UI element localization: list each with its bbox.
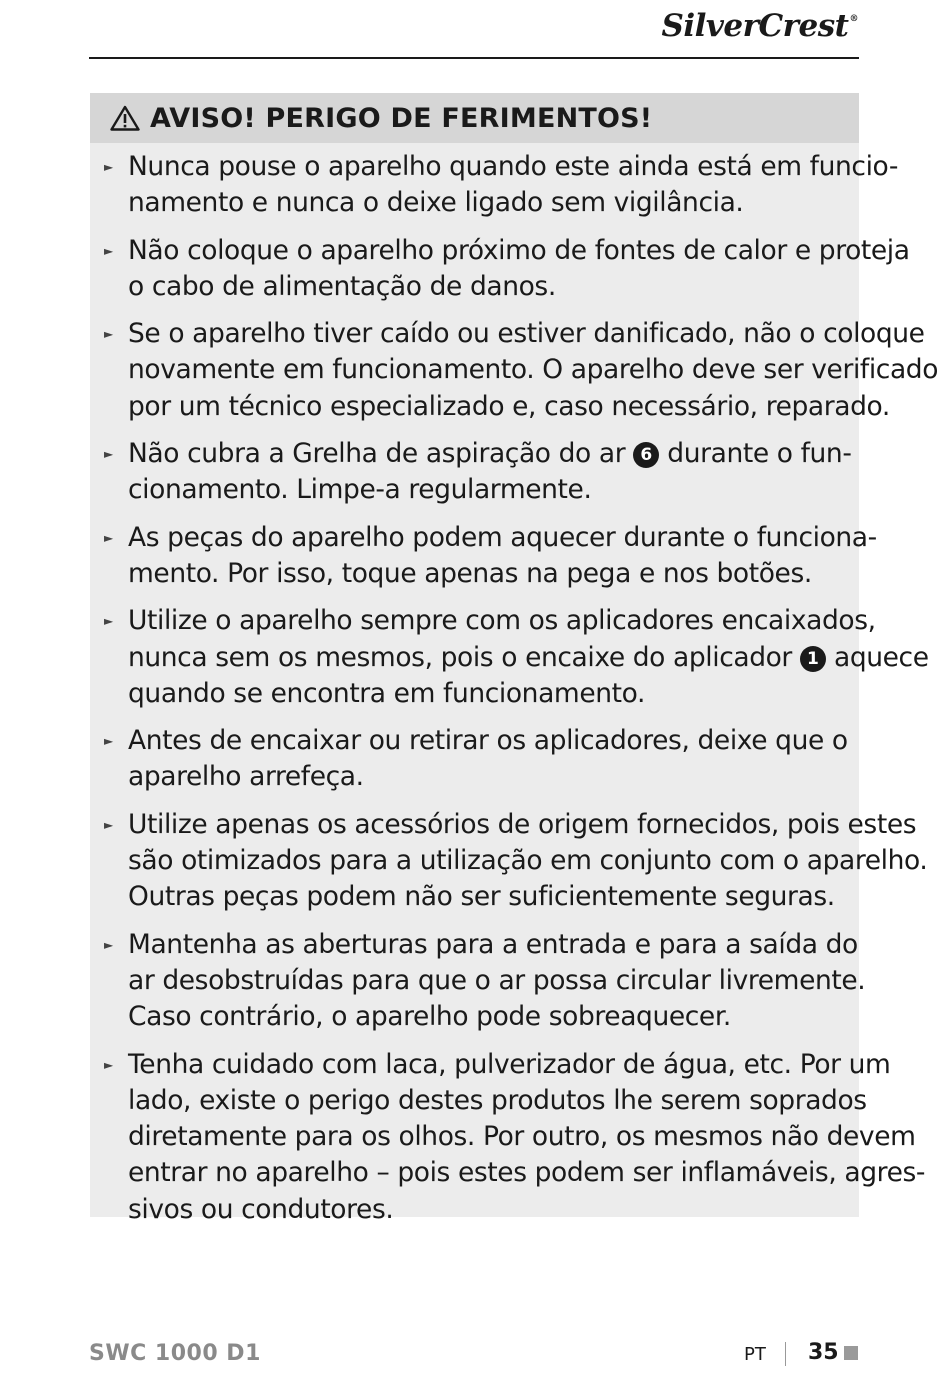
warning-item bbox=[90, 233, 910, 306]
footer-square-icon bbox=[844, 1346, 858, 1360]
warning-triangle-icon bbox=[110, 105, 140, 131]
warning-item-line: ar desobstruídas para que o ar possa circular livremente. bbox=[128, 964, 866, 996]
line-text: durante o fun- bbox=[667, 438, 852, 470]
warning-item bbox=[90, 723, 859, 796]
warning-item-line: são otimizados para a utilização em conjunto com o aparelho. bbox=[128, 845, 928, 877]
brand-name: SilverCrest bbox=[661, 8, 849, 44]
warning-item-line: por um técnico especializado e, caso necessário, reparado. bbox=[128, 390, 890, 422]
warning-item-line: Não coloque o aparelho próximo de fontes de calor e proteja bbox=[128, 234, 910, 266]
line-text: aquece bbox=[834, 641, 929, 673]
warning-item-line: o cabo de alimentação de danos. bbox=[128, 270, 556, 302]
bullet-arrow-icon: ► bbox=[104, 614, 114, 629]
bullet-arrow-icon: ► bbox=[104, 447, 114, 462]
warning-item bbox=[90, 520, 877, 593]
warning-item bbox=[90, 316, 939, 425]
line-text: nunca sem os mesmos, pois o encaixe do aplicador bbox=[128, 641, 792, 673]
warning-list bbox=[90, 143, 939, 1228]
warning-item bbox=[90, 436, 859, 509]
warning-item-line: Tenha cuidado com laca, pulverizador de água, etc. Por um bbox=[128, 1048, 891, 1080]
line-text: Não cubra a Grelha de aspiração do ar bbox=[128, 438, 626, 470]
warning-item-line: namento e nunca o deixe ligado sem vigilância. bbox=[128, 187, 744, 219]
bullet-arrow-icon: ► bbox=[104, 937, 114, 952]
warning-item-line: As peças do aparelho podem aquecer durante o funciona- bbox=[128, 521, 877, 553]
bullet-arrow-icon: ► bbox=[104, 243, 114, 258]
warning-item-line: lado, existe o perigo destes produtos lhe serem soprados bbox=[128, 1084, 867, 1116]
warning-item-line: aparelho arrefeça. bbox=[128, 761, 364, 793]
bullet-arrow-icon: ► bbox=[104, 530, 114, 545]
header-rule bbox=[89, 57, 859, 59]
warning-item-line: Antes de encaixar ou retirar os aplicadores, deixe que o bbox=[128, 725, 848, 757]
warning-item-line: quando se encontra em funcionamento. bbox=[128, 677, 645, 709]
warning-item-line: mento. Por isso, toque apenas na pega e nos botões. bbox=[128, 557, 812, 589]
warning-item-line: Se o aparelho tiver caído ou estiver danificado, não o coloque bbox=[128, 318, 925, 350]
warning-item-line: cionamento. Limpe-a regularmente. bbox=[128, 474, 592, 506]
warning-item-line bbox=[128, 640, 929, 676]
bullet-arrow-icon: ► bbox=[104, 1057, 114, 1072]
brand-logo bbox=[661, 8, 858, 44]
footer-language: PT bbox=[744, 1344, 766, 1365]
warning-item-line bbox=[128, 436, 859, 472]
warning-item-line: novamente em funcionamento. O aparelho deve ser verificado bbox=[128, 354, 939, 386]
warning-item-line: Utilize apenas os acessórios de origem fornecidos, pois estes bbox=[128, 808, 917, 840]
bullet-arrow-icon: ► bbox=[104, 160, 114, 174]
part-number-badge: 6 bbox=[633, 442, 659, 468]
bullet-arrow-icon: ► bbox=[104, 817, 114, 832]
footer-separator bbox=[785, 1342, 786, 1366]
warning-header bbox=[90, 93, 859, 143]
warning-item bbox=[90, 927, 866, 1036]
warning-box bbox=[90, 93, 939, 1225]
part-number-badge: 1 bbox=[800, 646, 826, 672]
footer-model: SWC 1000 D1 bbox=[89, 1341, 261, 1366]
bullet-arrow-icon: ► bbox=[104, 327, 114, 342]
bullet-arrow-icon: ► bbox=[104, 734, 114, 749]
warning-item-line: Nunca pouse o aparelho quando este ainda está em funcio- bbox=[128, 151, 898, 182]
warning-item-line: Mantenha as aberturas para a entrada e para a saída do bbox=[128, 928, 858, 960]
warning-title: AVISO! PERIGO DE FERIMENTOS! bbox=[150, 102, 653, 134]
warning-item bbox=[90, 1047, 926, 1228]
warning-item-line: entrar no aparelho – pois estes podem ser inflamáveis, agres- bbox=[128, 1157, 926, 1189]
warning-item-line: diretamente para os olhos. Por outro, os mesmos não devem bbox=[128, 1121, 916, 1153]
warning-item bbox=[90, 603, 929, 712]
warning-item bbox=[90, 807, 928, 916]
warning-item-line: Outras peças podem não ser suficientemente seguras. bbox=[128, 881, 835, 913]
page-number: 35 bbox=[808, 1340, 839, 1365]
warning-item bbox=[90, 149, 898, 222]
warning-item-line: sivos ou condutores. bbox=[128, 1193, 394, 1225]
warning-item-line: Utilize o aparelho sempre com os aplicadores encaixados, bbox=[128, 605, 876, 637]
warning-item-line: Caso contrário, o aparelho pode sobreaquecer. bbox=[128, 1001, 731, 1033]
registered-mark: ® bbox=[849, 14, 858, 24]
